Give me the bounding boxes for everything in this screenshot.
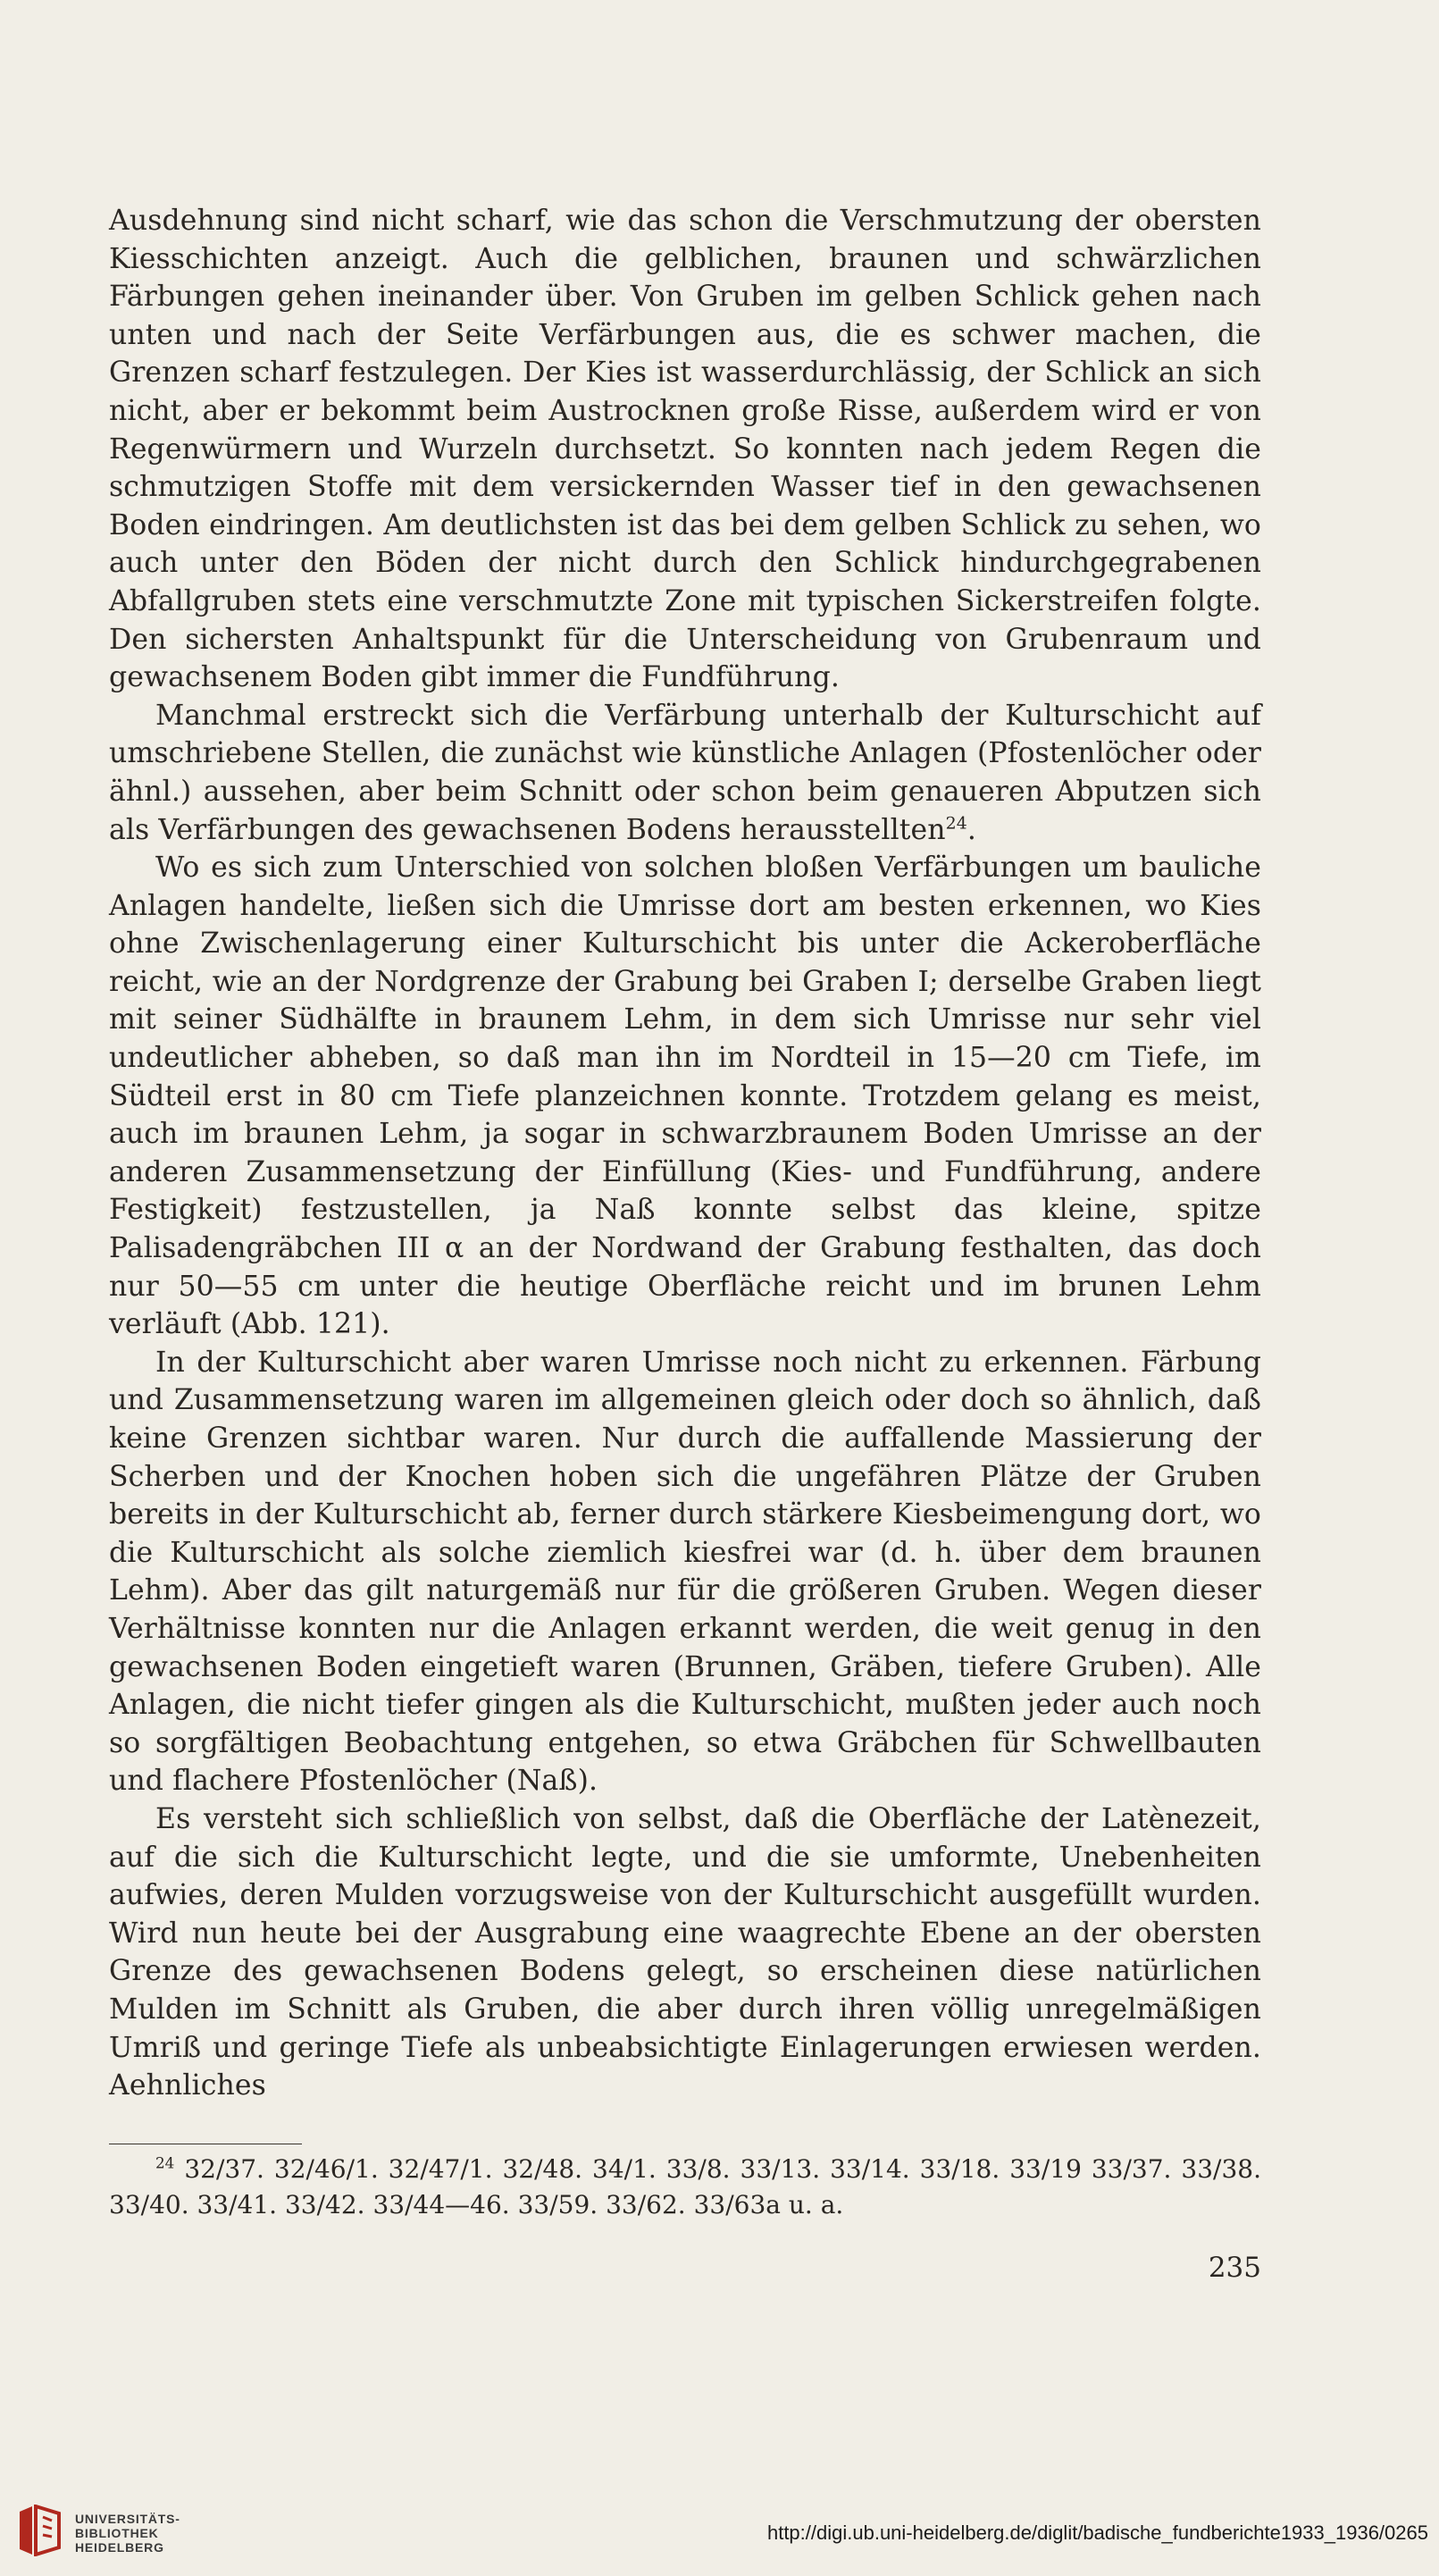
footnote-marker: 24: [155, 2153, 175, 2172]
paragraph-1: Ausdehnung sind nicht scharf, wie das schon die Verschmutzung der obersten Kiesschichten anzeigt. Auch die gelblichen, braunen und schwärzlichen Färbungen gehen ineinander über. Von Gruben im gelben Schlick gehen nach unten und nach der Seite Verfärbungen aus, die es schwer machen, die Grenzen scharf festzulegen. Der Kies ist wasserdurchlässig, der Schlick an sich nicht, aber er bekommt beim Austrocknen große Risse, außerdem wird er von Regenwürmern und Wurzeln durchsetzt. So konnten nach jedem Regen die schmutzigen Stoffe mit dem versickernden Wasser tief in den gewachsenen Boden eindringen. Am deutlichsten ist das bei dem gelben Schlick zu sehen, wo auch unter den Böden der nicht durch den Schlick hindurchgegrabenen Abfallgruben stets eine verschmutzte Zone mit typischen Sickerstreifen folgte. Den sichersten Anhaltspunkt für die Unterscheidung von Grubenraum und gewachsenem Boden gibt immer die Fundführung.: [109, 205, 1261, 694]
paragraph-2: [109, 697, 1261, 849]
paragraph-5: Es versteht sich schließlich von selbst, daß die Oberfläche der Latènezeit, auf die sich die Kulturschicht legte, und die sie umformte, Unebenheiten aufwies, deren Mulden vorzugsweise von der Kulturschicht ausgefüllt wurden. Wird nun heute bei der Ausgrabung eine waagrechte Ebene an der obersten Grenze des gewachsenen Bodens gelegt, so erscheinen diese natürlichen Mulden im Schnitt als Gruben, die aber durch ihren völlig unregelmäßigen Umriß und geringe Tiefe als unbeabsichtigte Einlagerungen erwiesen werden. Aehnliches: [109, 1802, 1261, 2102]
footnote: [109, 2152, 1261, 2223]
library-line-1: UNIVERSITÄTS-: [75, 2512, 180, 2526]
footnote-text: 32/37. 32/46/1. 32/47/1. 32/48. 34/1. 33/8. 33/13. 33/14. 33/18. 33/19 33/37. 33/38. 33/40. 33/41. 33/42. 33/44—46. 33/59. 33/62. 33/63a u. a.: [109, 2154, 1261, 2219]
paragraph-2-text: Manchmal erstreckt sich die Verfärbung unterhalb der Kulturschicht auf umschriebene Stellen, die zunächst wie künstliche Anlagen (Pfostenlöcher oder ähnl.) aussehen, aber beim Schnitt oder schon beim genaueren Abputzen sich als Verfärbungen des gewachsenen Bodens herausstellten: [109, 699, 1261, 846]
paragraph-3: Wo es sich zum Unterschied von solchen bloßen Verfärbungen um bauliche Anlagen handelte, ließen sich die Umrisse dort am besten erkennen, wo Kies ohne Zwischenlagerung einer Kulturschicht bis unter die Ackeroberfläche reicht, wie an der Nordgrenze der Grabung bei Graben I; derselbe Graben liegt mit seiner Südhälfte in braunem Lehm, in dem sich Umrisse nur sehr viel undeutlicher abheben, so daß man ihn im Nordteil in 15—20 cm Tiefe, im Südteil erst in 80 cm Tiefe planzeichnen konnte. Trotzdem gelang es meist, auch im braunen Lehm, ja sogar in schwarzbraunem Boden Umrisse an der anderen Zusammensetzung der Einfüllung (Kies- und Fundführung, andere Festigkeit) festzustellen, ja Naß konnte selbst das kleine, spitze Palisadengräbchen III α an der Nordwand der Grabung festhalten, das doch nur 50—55 cm unter die heutige Oberfläche reicht und im brunen Lehm verläuft (Abb. 121).: [109, 852, 1261, 1341]
paragraph-2-end: .: [966, 813, 977, 846]
page-number: 235: [1208, 2252, 1261, 2284]
source-url-link[interactable]: http://digi.ub.uni-heidelberg.de/diglit/badische_fundberichte1933_1936/0265: [766, 2521, 1428, 2544]
library-line-2: BIBLIOTHEK: [75, 2526, 159, 2540]
library-name: [75, 2512, 180, 2555]
footnote-reference[interactable]: 24: [945, 813, 967, 833]
university-library-logo-icon[interactable]: [16, 2505, 63, 2556]
body-text: [109, 202, 1261, 2105]
paragraph-4: In der Kulturschicht aber waren Umrisse noch nicht zu erkennen. Färbung und Zusammensetzung waren im allgemeinen gleich oder doch so ähnlich, daß keine Grenzen sichtbar waren. Nur durch die auffallende Massierung der Scherben und der Knochen hoben sich die ungefähren Plätze der Gruben bereits in der Kulturschicht ab, ferner durch stärkere Kiesbeimengung dort, wo die Kulturschicht als solche ziemlich kiesfrei war (d. h. über dem braunen Lehm). Aber das gilt naturgemäß nur für die größeren Gruben. Wegen dieser Verhältnisse konnten nur die Anlagen erkannt werden, die weit genug in den gewachsenen Boden eingetieft waren (Brunnen, Gräben, tiefere Gruben). Alle Anlagen, die nicht tiefer gingen als die Kulturschicht, mußten jeder auch noch so sorgfältigen Beobachtung entgehen, so etwa Gräbchen für Schwellbauten und flachere Pfostenlöcher (Naß).: [109, 1346, 1261, 1798]
library-line-3: HEIDELBERG: [75, 2540, 164, 2555]
